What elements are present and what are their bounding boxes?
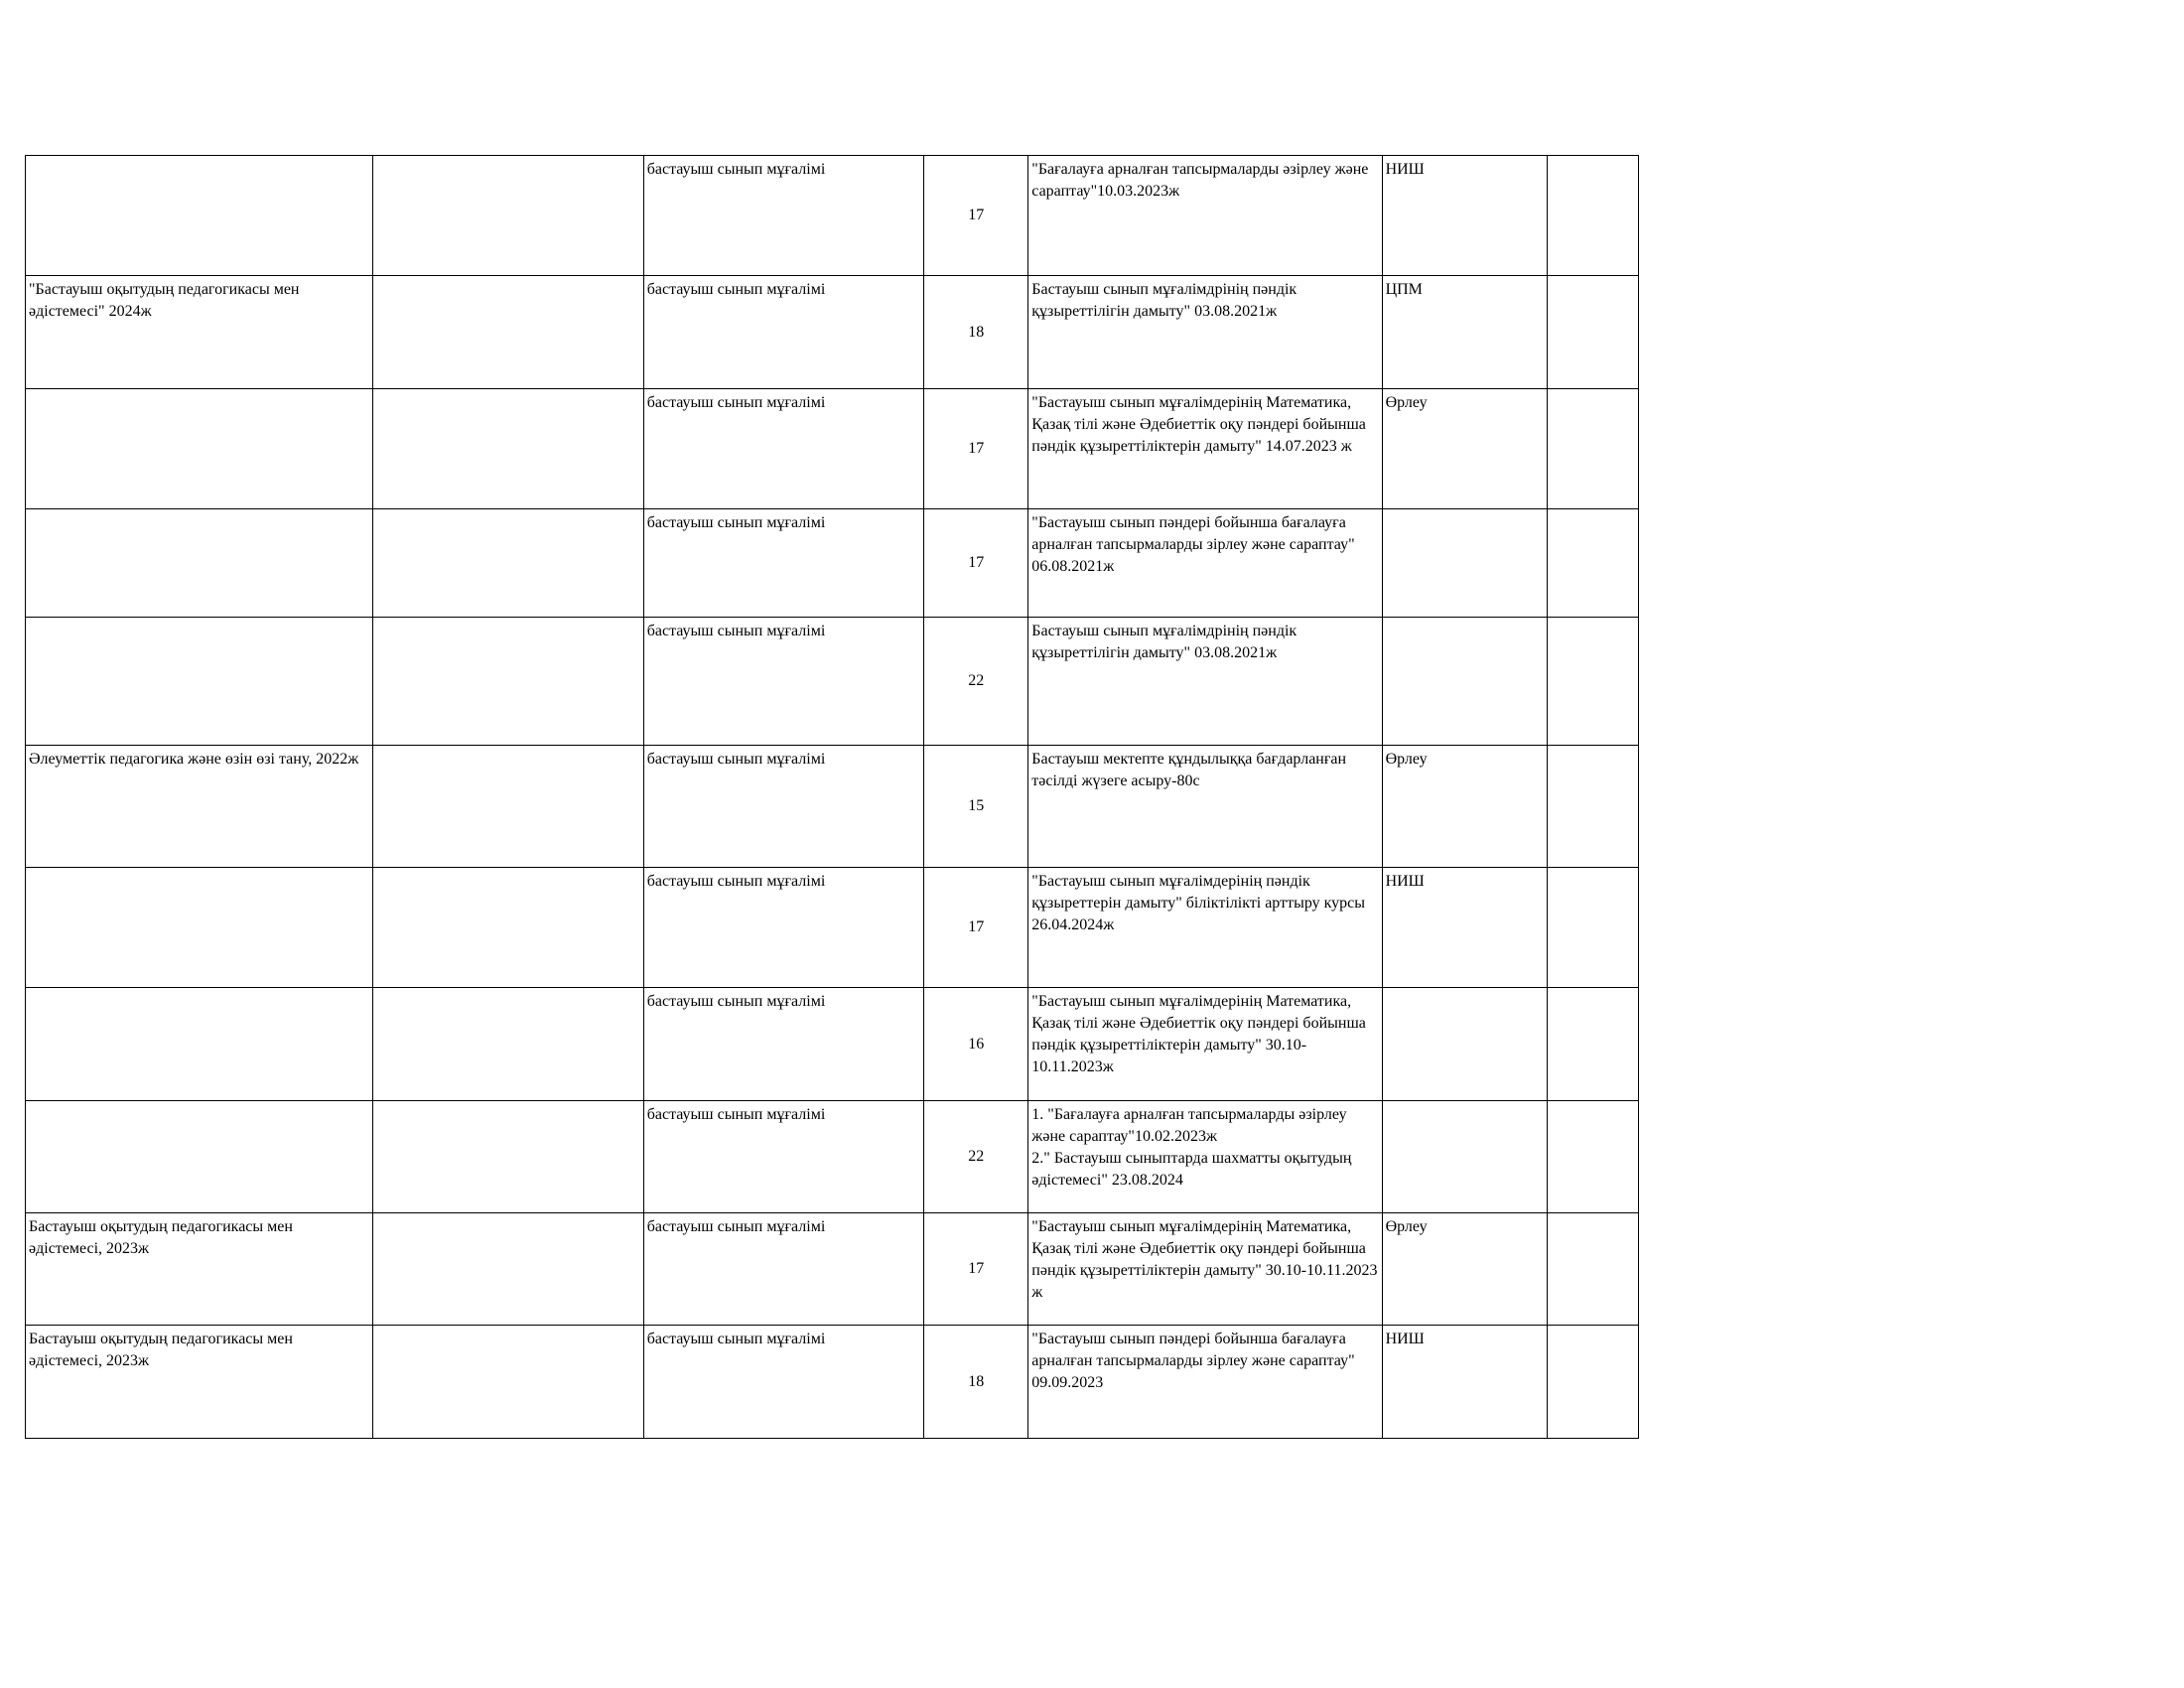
position-cell: бастауыш сынып мұғалімі	[643, 746, 924, 868]
blank-cell	[1548, 988, 1639, 1101]
blank-cell	[1548, 618, 1639, 746]
blank-cell	[1548, 1326, 1639, 1439]
organization-cell: Өрлеу	[1382, 389, 1548, 509]
training-cell: "Бастауыш сынып мұғалімдерінің пәндік құзыреттерін дамыту" біліктілікті арттыру курсы 26.04.2024ж	[1028, 868, 1382, 988]
organization-cell	[1382, 509, 1548, 618]
blank-cell	[1548, 1213, 1639, 1326]
organization-cell: ЦПМ	[1382, 276, 1548, 389]
table-row	[26, 988, 1639, 1101]
course-cell	[26, 509, 373, 618]
training-cell: Бастауыш мектепте құндылыққа бағдарланған тәсілді жүзеге асыру-80с	[1028, 746, 1382, 868]
training-cell: "Бастауыш сынып мұғалімдерінің Математика, Қазақ тілі және Әдебиеттік оқу пәндері бойынша пәндік құзыреттіліктерін дамыту" 30.10-10.11.2023 ж	[1028, 1213, 1382, 1326]
blank-cell	[373, 389, 644, 509]
position-cell: бастауыш сынып мұғалімі	[643, 509, 924, 618]
course-cell: Әлеуметтік педагогика және өзін өзі тану, 2022ж	[26, 746, 373, 868]
table-row	[26, 156, 1639, 276]
table-row	[26, 868, 1639, 988]
blank-cell	[373, 1101, 644, 1213]
course-cell: "Бастауыш оқытудың педагогикасы мен әдістемесі" 2024ж	[26, 276, 373, 389]
blank-cell	[373, 276, 644, 389]
table-row	[26, 509, 1639, 618]
blank-cell	[373, 156, 644, 276]
teacher-qualification-table	[25, 155, 1639, 1439]
blank-cell	[1548, 1101, 1639, 1213]
position-cell: бастауыш сынып мұғалімі	[643, 618, 924, 746]
number-cell: 22	[924, 1101, 1028, 1213]
training-cell: "Бастауыш сынып пәндері бойынша бағалауға арналған тапсырмаларды зірлеу және сараптау" 09.09.2023	[1028, 1326, 1382, 1439]
blank-cell	[373, 1326, 644, 1439]
blank-cell	[373, 988, 644, 1101]
training-cell: "Бағалауға арналған тапсырмаларды әзірлеу және сараптау"10.03.2023ж	[1028, 156, 1382, 276]
number-cell: 18	[924, 276, 1028, 389]
training-cell: 1. "Бағалауға арналған тапсырмаларды әзірлеу және сараптау"10.02.2023ж 2." Бастауыш сыныптарда шахматты оқытудың әдістемесі" 23.08.2024	[1028, 1101, 1382, 1213]
organization-cell	[1382, 618, 1548, 746]
number-cell: 17	[924, 156, 1028, 276]
blank-cell	[1548, 746, 1639, 868]
blank-cell	[1548, 389, 1639, 509]
number-cell: 18	[924, 1326, 1028, 1439]
table-row	[26, 276, 1639, 389]
table-row	[26, 1101, 1639, 1213]
position-cell: бастауыш сынып мұғалімі	[643, 1213, 924, 1326]
organization-cell: НИШ	[1382, 156, 1548, 276]
number-cell: 17	[924, 868, 1028, 988]
blank-cell	[1548, 509, 1639, 618]
organization-cell: Өрлеу	[1382, 746, 1548, 868]
table-row	[26, 1213, 1639, 1326]
number-cell: 15	[924, 746, 1028, 868]
course-cell	[26, 1101, 373, 1213]
training-cell: "Бастауыш сынып мұғалімдерінің Математика, Қазақ тілі және Әдебиеттік оқу пәндері бойынша пәндік құзыреттіліктерін дамыту" 30.10-10.11.2023ж	[1028, 988, 1382, 1101]
organization-cell	[1382, 988, 1548, 1101]
number-cell: 17	[924, 509, 1028, 618]
training-cell: Бастауыш сынып мұғалімдрінің пәндік құзыреттілігін дамыту" 03.08.2021ж	[1028, 276, 1382, 389]
blank-cell	[373, 509, 644, 618]
blank-cell	[373, 746, 644, 868]
position-cell: бастауыш сынып мұғалімі	[643, 1101, 924, 1213]
number-cell: 16	[924, 988, 1028, 1101]
number-cell: 22	[924, 618, 1028, 746]
organization-cell: НИШ	[1382, 868, 1548, 988]
position-cell: бастауыш сынып мұғалімі	[643, 156, 924, 276]
table-row	[26, 618, 1639, 746]
organization-cell: НИШ	[1382, 1326, 1548, 1439]
course-cell	[26, 618, 373, 746]
number-cell: 17	[924, 1213, 1028, 1326]
table-row	[26, 389, 1639, 509]
blank-cell	[373, 868, 644, 988]
course-cell	[26, 156, 373, 276]
course-cell	[26, 868, 373, 988]
training-cell: "Бастауыш сынып пәндері бойынша бағалауға арналған тапсырмаларды зірлеу және сараптау" 06.08.2021ж	[1028, 509, 1382, 618]
number-cell: 17	[924, 389, 1028, 509]
table-row	[26, 746, 1639, 868]
blank-cell	[1548, 156, 1639, 276]
organization-cell	[1382, 1101, 1548, 1213]
blank-cell	[373, 1213, 644, 1326]
position-cell: бастауыш сынып мұғалімі	[643, 988, 924, 1101]
table-row	[26, 1326, 1639, 1439]
position-cell: бастауыш сынып мұғалімі	[643, 389, 924, 509]
course-cell	[26, 988, 373, 1101]
course-cell: Бастауыш оқытудың педагогикасы мен әдістемесі, 2023ж	[26, 1326, 373, 1439]
blank-cell	[1548, 276, 1639, 389]
blank-cell	[373, 618, 644, 746]
course-cell: Бастауыш оқытудың педагогикасы мен әдістемесі, 2023ж	[26, 1213, 373, 1326]
position-cell: бастауыш сынып мұғалімі	[643, 276, 924, 389]
blank-cell	[1548, 868, 1639, 988]
position-cell: бастауыш сынып мұғалімі	[643, 1326, 924, 1439]
organization-cell: Өрлеу	[1382, 1213, 1548, 1326]
training-cell: "Бастауыш сынып мұғалімдерінің Математика, Қазақ тілі және Әдебиеттік оқу пәндері бойынша пәндік құзыреттіліктерін дамыту" 14.07.2023 ж	[1028, 389, 1382, 509]
position-cell: бастауыш сынып мұғалімі	[643, 868, 924, 988]
course-cell	[26, 389, 373, 509]
training-cell: Бастауыш сынып мұғалімдрінің пәндік құзыреттілігін дамыту" 03.08.2021ж	[1028, 618, 1382, 746]
